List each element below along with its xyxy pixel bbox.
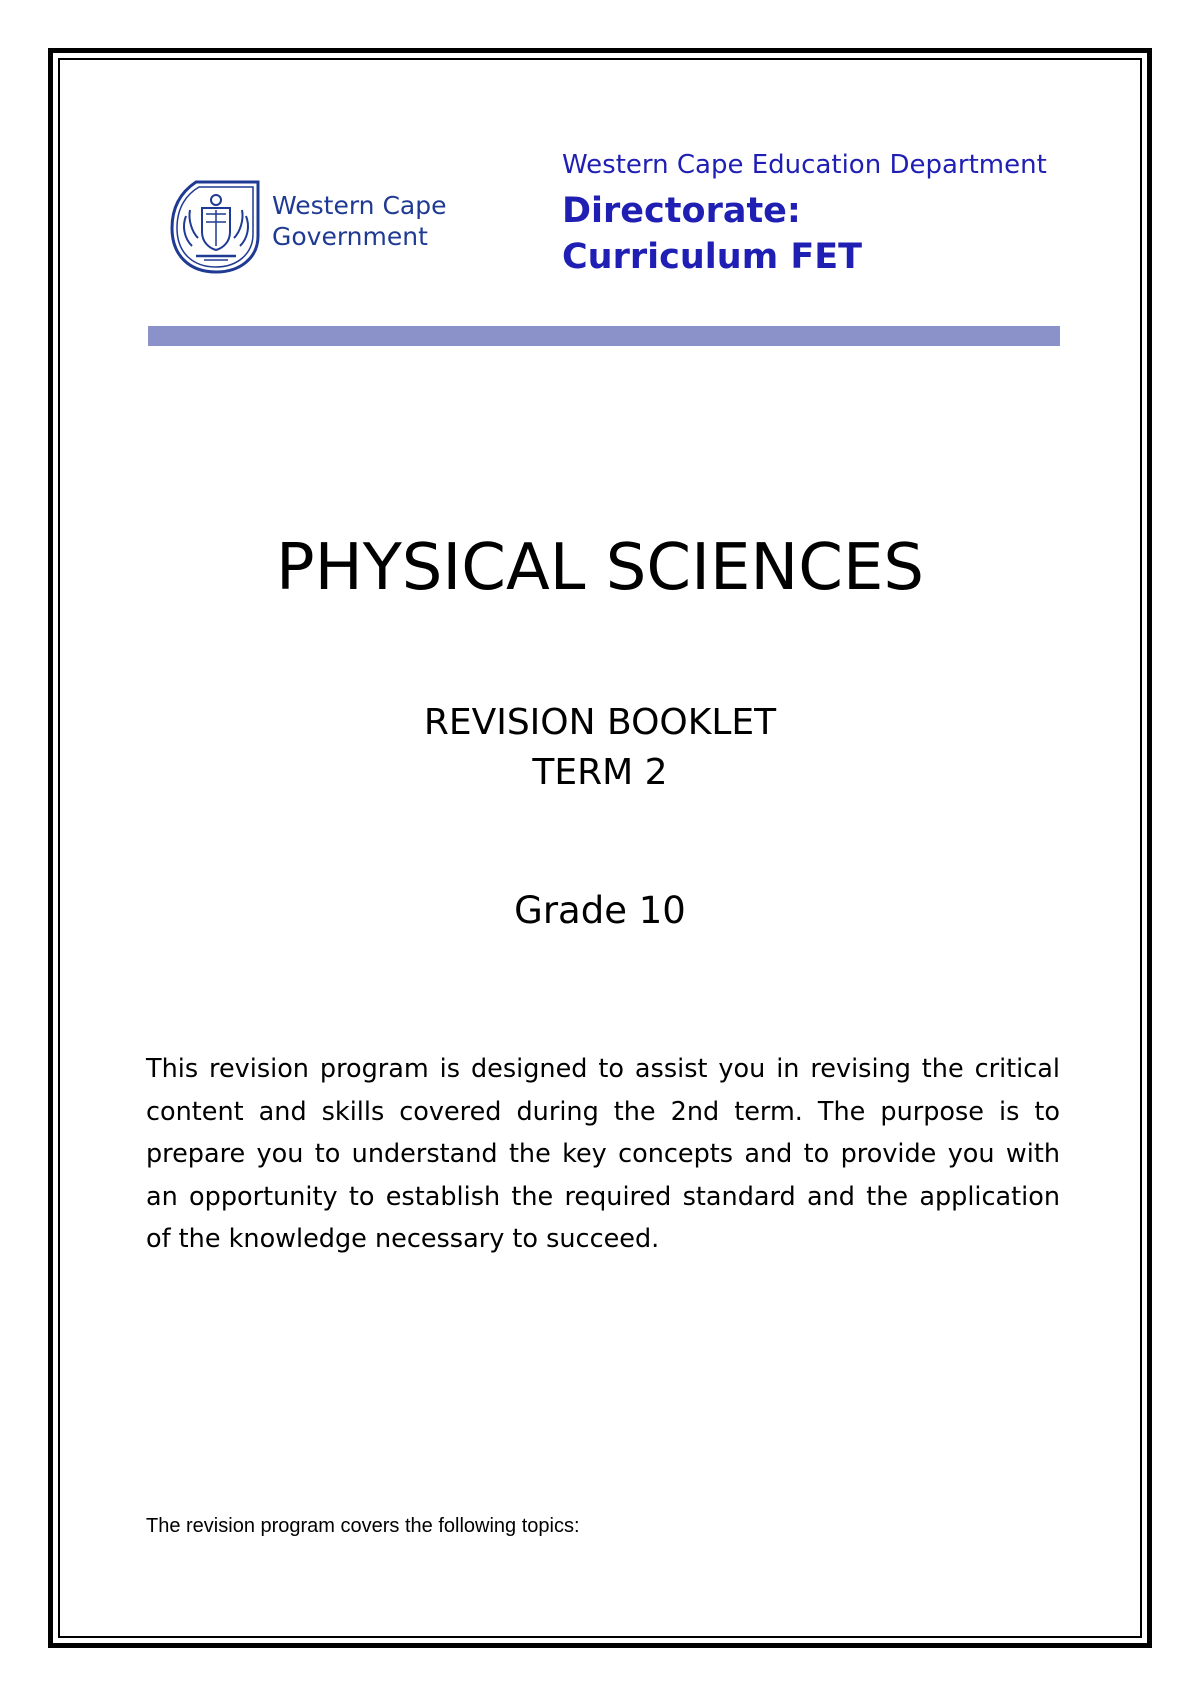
department-name: Western Cape Education Department <box>562 150 1047 180</box>
header-divider <box>148 326 1060 346</box>
directorate-line-1: Directorate: <box>562 191 801 231</box>
subtitle-line-1: REVISION BOOKLET <box>423 702 777 743</box>
directorate-line-2: Curriculum FET <box>562 237 863 277</box>
grade-label: Grade 10 <box>514 889 686 932</box>
logo-wordmark <box>272 190 447 252</box>
topics-intro: The revision program covers the following topics: <box>146 1515 580 1537</box>
description-paragraph: This revision program is designed to assist you in revising the critical content and skills covered during the 2nd term. The purpose is to prepare you to understand the key concepts and to provide you with an opportunity to establish the required standard and the application of the knowledge necessary to succeed. <box>146 1054 1060 1254</box>
western-cape-coat-of-arms-icon <box>166 176 266 276</box>
page-border-inner <box>58 58 1142 1638</box>
logo-line-2: Government <box>272 222 428 251</box>
logo-line-1: Western Cape <box>272 191 447 220</box>
document-subtitle <box>0 698 1200 798</box>
directorate-heading <box>562 188 862 280</box>
document-title: PHYSICAL SCIENCES <box>275 531 925 605</box>
subtitle-line-2: TERM 2 <box>532 752 668 793</box>
